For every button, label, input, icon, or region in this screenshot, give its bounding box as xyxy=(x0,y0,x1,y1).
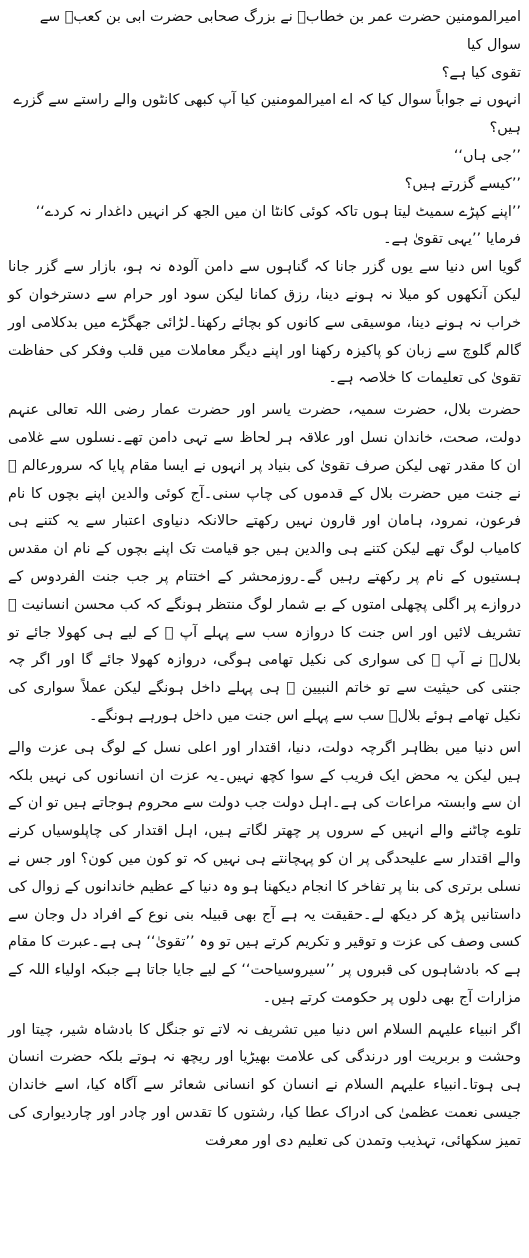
counter-question: انہوں نے جواباً سوال کیا کہ اے امیرالمومنین کیا آپ کبھی کانٹوں والے راستے سے گزرے ہیں؟ xyxy=(13,92,521,137)
conclusion-line: فرمایا ’’یہی تقویٰ ہے۔ xyxy=(383,231,521,248)
paragraph-taqwa-definition: گویا اس دنیا سے یوں گزر جانا کہ گناہوں سے دامن آلودہ نہ ہو، بازار سے گزر جانا لیکن آنکھوں کو میلا نہ ہونے دینا، رزق کمانا لیکن سود اور حرام سے دسترخوان کو خراب نہ ہونے دینا، موسیقی سے کانوں کو بچائے رکھنا۔لڑائی جھگڑے میں بدکلامی اور گالم گلوچ سے زبان کو پاکیزہ رکھنا اور اپنے دیگر معاملات میں قلب وفکر کی حفاظت تقویٰ کی تعلیمات کا خلاصہ ہے۔ xyxy=(8,259,521,387)
answer-yes: ’’جی ہاں‘‘ xyxy=(453,147,521,164)
paragraph-companions: حضرت بلال، حضرت سمیہ، حضرت یاسر اور حضرت عمار رضی اللہ تعالی عنہم دولت، صحت، خاندان نسل اور علاقہ ہر لحاظ سے تہی دامن تھے۔نسلوں سے غلامی ان کا مقدر تھی لیکن صرف تقویٰ کی بنیاد پر انہوں نے ایسا مقام پایا کہ سرورعالم ﷺ نے جنت میں حضرت بلال کے قدموں کی چاپ سنی۔آج کوئی والدین اپنے بچوں کا نام فرعون، نمرود، ہامان اور قارون نہیں رکھتے حالانکہ دنیاوی اعتبار سے یہ کتنے ہی کامیاب لوگ تھے لیکن کتنے ہی والدین ہیں جو قیامت تک اپنے بچوں کے نام ان مقدس ہستیوں کے نام پر رکھتے رہیں گے۔روزمحشر کے اختتام پر جب جنت الفردوس کے دروازے پر اگلی پچھلی امتوں کے بے شمار لوگ منتظر ہونگے کہ کب محسن انسانیت ﷺ تشریف لائیں اور اس جنت کا دروازہ سب سے پہلے آپ ﷺ کے لیے ہی کھولا جائے تو بلالؓ نے آپ ﷺ کی سواری کی نکیل تھامی ہوگی، دروازہ کھولا جائے گا اور اگر چہ جنتی کی حیثیت سے تو خاتم النبیین ﷺ ہی پہلے داخل ہونگے لیکن عملاً سواری کی نکیل تھامے ہوئے بلالؓ سب سے پہلے اس جنت میں داخل ہورہے ہونگے۔ xyxy=(8,402,521,724)
question-text: تقوی کیا ہے؟ xyxy=(441,64,521,81)
question-intro: امیرالمومنین حضرت عمر بن خطابؓ نے بزرگ صحابی حضرت ابی بن کعبؓ سے سوال کیا xyxy=(39,9,521,53)
paragraph-worldly-honor: اس دنیا میں بظاہر اگرچہ دولت، دنیا، اقتدار اور اعلی نسل کے لوگ ہی عزت والے ہیں لیکن یہ محض ایک فریب کے سوا کچھ نہیں۔یہ عزت ان انسانوں کی نہیں بلکہ ان سے وابستہ مراعات کی ہے۔اہل دولت جب دولت سے محروم ہوجاتے ہیں تو ان کے تلوے چاٹنے والے انہیں کے سروں پر چھتر لگاتے ہیں، اہل اقتدار کی چاپلوسیاں کرنے والے اقتدار سے علیحدگی پر ان کو پہچانتے ہی نہیں کہ تو کون میں کون؟ اور جس نے نسلی برتری کی بنا پر تفاخر کا انجام دیکھنا ہو وہ دنیا کے عظیم خاندانوں کے زوال کی داستانیں پڑھ کر دیکھ لے۔حقیقت یہ ہے آج بھی قبیلہ بنی نوع کے افراد دل وجان سے کسی وصف کی عزت و توقیر و تکریم کرتے ہیں تو وہ ’’تقویٰ‘‘ ہی ہے۔عبرت کا مقام ہے کہ بادشاہوں کی قبروں پر ’’سیروسیاحت‘‘ کے لیے جایا جاتا ہے جبکہ اولیاء اللہ کے مزارات آج بھی دلوں پر حکومت کرتے ہیں۔ xyxy=(8,739,521,1006)
paragraph-prophets: اگر انبیاء علیہم السلام اس دنیا میں تشریف نہ لاتے تو جنگل کا بادشاہ شیر، چیتا اور وحشت و بربریت اور درندگی کی علامت بھیڑیا اور ریچھ نہ ہوتے بلکہ حضرت انسان ہی ہوتا۔انبیاء علیہم السلام نے انسان کو انسانی شعائر سے آگاہ کیا، اسے خاندان جیسی نعمت عظمیٰ کی ادراک عطا کیا، رشتوں کا تقدس اور چادر اور چاردیواری کی تمیز سکھائی، تہذیب وتمدن کی تعلیم دی اور معرفت xyxy=(8,1021,521,1149)
how-question: ’’کیسے گزرتے ہیں؟ xyxy=(404,175,521,192)
answer-clothes: ’’اپنے کپڑے سمیٹ لیتا ہوں تاکہ کوئی کانٹا ان میں الجھ کر انہیں داغدار نہ کردے‘‘ xyxy=(35,203,521,220)
